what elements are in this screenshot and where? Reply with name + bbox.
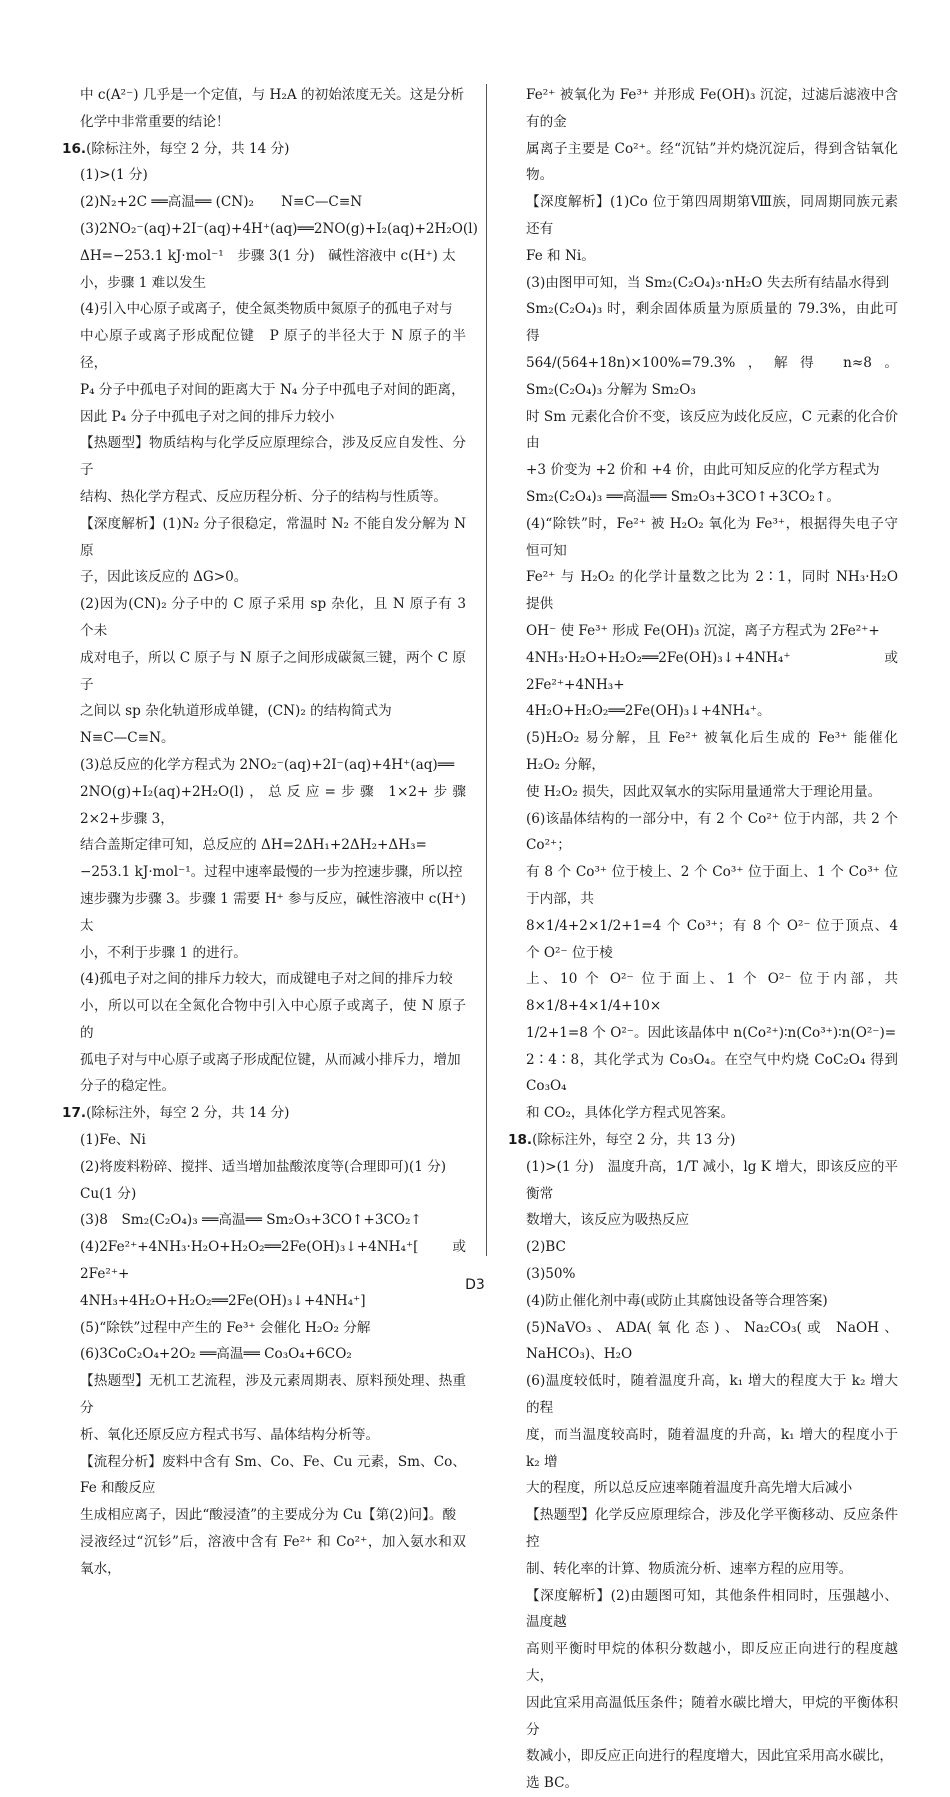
text-line: 1/2+1=8 个 O²⁻。因此该晶体中 n(Co²⁺)∶n(Co³⁺)∶n(O²⁻)= (526, 1024, 897, 1041)
line-text: 分子的稳定性。 (80, 1078, 176, 1095)
text-line (62, 1154, 466, 1181)
line-text: 2NO(g)+I₂(aq)+2H₂O(l)，总反应=步骤 1×2+步骤 2×2+步骤 3， (80, 783, 466, 827)
question-header (62, 1100, 466, 1127)
line-text: 子，因此该反应的 ΔG>0。 (80, 569, 248, 586)
text-line: 大的程度，所以总反应速率随着温度升高先增大后减小 (526, 1480, 853, 1497)
line-text: 中心原子或离子形成配位键 P 原子的半径大于 N 原子的半径， (80, 328, 466, 371)
text-line (62, 645, 466, 699)
text-line: 因此宜采用高温低压条件；随着水碳比增大，甲烷的平衡体积分 (526, 1694, 898, 1738)
line-text: 结合盖斯定律可知，总反应的 ΔH=2ΔH₁+2ΔH₂+ΔH₃= (80, 837, 427, 854)
text-line (62, 1341, 466, 1368)
text-line (62, 109, 466, 136)
text-line (62, 243, 466, 270)
line-text: (除标注外，每空 2 分，共 13 分) (532, 1132, 736, 1149)
text-line (62, 189, 466, 216)
line-text: (2)将废料粉碎、搅拌、适当增加盐酸浓度等(合理即可)(1 分) (80, 1158, 447, 1175)
text-line: Fe²⁺ 与 H₂O₂ 的化学计量数之比为 2∶1，同时 NH₃·H₂O 提供 (526, 569, 898, 613)
line-text: 【热题型】无机工艺流程，涉及元素周期表、原料预处理、热重分 (80, 1373, 466, 1417)
line-text: (3)2NO₂⁻(aq)+2I⁻(aq)+4H⁺(aq)══2NO(g)+I₂(aq)+2H₂O(l) (80, 220, 478, 237)
question-header (508, 1127, 898, 1154)
question-number: 16. (62, 140, 87, 157)
question-header (62, 136, 466, 163)
line-text: 中 c(A²⁻) 几乎是一个定值，与 H₂A 的初始浓度无关。这是分析 (80, 87, 465, 103)
line-text: 小，步骤 1 难以发生 (80, 274, 207, 291)
text-line (62, 1368, 466, 1422)
text-line (62, 779, 466, 833)
text-line (62, 82, 466, 109)
text-line: 高则平衡时甲烷的体积分数越小，即反应正向进行的程度越大， (526, 1641, 898, 1685)
text-line: 【深度解析】(2)由题图可知，其他条件相同时，压强越小、温度越 (526, 1587, 898, 1631)
text-line: 4NH₃·H₂O+H₂O₂══2Fe(OH)₃↓+4NH₄⁺ 或 2Fe²⁺+4NH₃+ (526, 649, 898, 693)
line-text: (5)“除铁”过程中产生的 Fe³⁺ 会催化 H₂O₂ 分解 (80, 1319, 371, 1336)
text-line: (3)50% (526, 1266, 576, 1283)
text-line (62, 270, 466, 297)
text-line (62, 162, 466, 189)
line-text: (3)总反应的化学方程式为 2NO₂⁻(aq)+2I⁻(aq)+4H⁺(aq)══ (80, 756, 455, 773)
question-number: 18. (508, 1132, 533, 1149)
line-text: (4)2Fe²⁺+4NH₃·H₂O+H₂O₂══2Fe(OH)₃↓+4NH₄⁺[或 2Fe²⁺+ (80, 1239, 466, 1283)
line-text: 孤电子对与中心原子或离子形成配位键，从而减小排斥力，增加 (80, 1051, 461, 1068)
text-line (62, 940, 466, 967)
text-line (62, 1315, 466, 1342)
text-line: (1)>(1 分) 温度升高，1/T 减小，lg K 增大，即该反应的平衡常 (526, 1158, 898, 1202)
text-line: 属离子主要是 Co²⁺。经“沉钴”并灼烧沉淀后，得到含钴氧化物。 (526, 140, 898, 184)
line-text: 小，不利于步骤 1 的进行。 (80, 944, 247, 961)
text-line: 选 BC。 (526, 1775, 579, 1792)
line-text: (除标注外，每空 2 分，共 14 分) (86, 140, 290, 157)
text-line (62, 377, 466, 404)
question-number: 17. (62, 1105, 87, 1122)
line-text: 【流程分析】废料中含有 Sm、Co、Fe、Cu 元素，Sm、Co、Fe 和酸反应 (80, 1453, 466, 1497)
text-line (62, 564, 466, 591)
line-text: 【深度解析】(1)N₂ 分子很稳定，常温时 N₂ 不能自发分解为 N 原 (80, 515, 466, 559)
text-line: 有 8 个 Co³⁺ 位于棱上、2 个 Co³⁺ 位于面上、1 个 Co³⁺ 位于内部，共 (526, 864, 898, 907)
text-line (62, 430, 466, 484)
line-text: 速步骤为步骤 3。步骤 1 需要 H⁺ 参与反应，碱性溶液中 c(H⁺) 太 (80, 890, 466, 934)
line-text: 生成相应离子，因此“酸浸渣”的主要成分为 Cu【第(2)问】。酸 (80, 1507, 457, 1524)
line-text: Cu(1 分) (80, 1185, 137, 1202)
text-line (62, 484, 466, 511)
line-text: (1)Fe、Ni (80, 1132, 146, 1149)
line-text: 浸液经过“沉钐”后，溶液中含有 Fe²⁺ 和 Co²⁺，加入氨水和双氧水， (80, 1534, 466, 1577)
line-text: (2)因为(CN)₂ 分子中的 C 原子采用 sp 杂化，且 N 原子有 3 个未 (80, 596, 466, 639)
text-line: OH⁻ 使 Fe³⁺ 形成 Fe(OH)₃ 沉淀，离子方程式为 2Fe²⁺+ (526, 622, 880, 639)
text-line: 数增大，该反应为吸热反应 (526, 1212, 690, 1229)
text-line (62, 698, 466, 725)
text-line (62, 966, 466, 993)
text-line (62, 1207, 466, 1234)
text-line: 4H₂O+H₂O₂══2Fe(OH)₃↓+4NH₄⁺。 (526, 703, 771, 720)
text-line: 2∶4∶8，其化学式为 Co₃O₄。在空气中灼烧 CoC₂O₄ 得到 Co₃O₄ (526, 1051, 898, 1095)
text-line: 【热题型】化学反应原理综合，涉及化学平衡移动、反应条件控 (526, 1507, 898, 1551)
line-text: P₄ 分子中孤电子对间的距离大于 N₄ 分子中孤电子对间的距离， (80, 381, 465, 398)
text-line (62, 1181, 466, 1208)
text-line (62, 752, 466, 779)
text-line: Fe 和 Ni。 (526, 247, 595, 264)
text-line: 上、10 个 O²⁻ 位于面上、1 个 O²⁻ 位于内部，共 8×1/8+4×1/4+10× (526, 971, 898, 1015)
text-line (62, 404, 466, 431)
text-line: 度，而当温度较高时，随着温度的升高，k₁ 增大的程度小于 k₂ 增 (526, 1426, 898, 1470)
text-line: (3)由图甲可知，当 Sm₂(C₂O₄)₃·nH₂O 失去所有结晶水得到 (526, 274, 890, 291)
text-line: (5)H₂O₂ 易分解，且 Fe²⁺ 被氧化后生成的 Fe³⁺ 能催化 H₂O₂ 分解， (526, 730, 898, 773)
line-text: 化学中非常重要的结论！ (80, 113, 230, 130)
text-line: (4)“除铁”时，Fe²⁺ 被 H₂O₂ 氧化为 Fe³⁺，根据得失电子守恒可知 (526, 515, 898, 559)
line-text: 因此 P₄ 分子中孤电子对之间的排斥力较小 (80, 408, 335, 425)
line-text: (3)8 Sm₂(C₂O₄)₃ ══高温══ Sm₂O₃+3CO↑+3CO₂↑ (80, 1212, 422, 1229)
line-text: −253.1 kJ·mol⁻¹。过程中速率最慢的一步为控速步骤，所以控 (80, 864, 463, 881)
page-number: D3 (465, 1277, 485, 1293)
text-line: Fe²⁺ 被氧化为 Fe³⁺ 并形成 Fe(OH)₃ 沉淀，过滤后滤液中含有的金 (526, 87, 898, 130)
text-line (62, 993, 466, 1047)
text-line (62, 859, 466, 886)
line-text: 小，所以可以在全氮化合物中引入中心原子或离子，使 N 原子的 (80, 998, 466, 1041)
text-line (62, 591, 466, 645)
text-line: 使 H₂O₂ 损失，因此双氧水的实际用量通常大于理论用量。 (526, 783, 882, 800)
text-line (62, 725, 466, 752)
text-line (62, 511, 466, 565)
line-text: (4)孤电子对之间的排斥力较大，而成键电子对之间的排斥力较 (80, 971, 453, 988)
line-text: (除标注外，每空 2 分，共 14 分) (86, 1105, 290, 1122)
text-line: (6)该晶体结构的一部分中，有 2 个 Co²⁺ 位于内部，共 2 个 Co²⁺； (526, 810, 898, 854)
text-line (62, 216, 478, 243)
line-text: 结构、热化学方程式、反应历程分析、分子的结构与性质等。 (80, 488, 448, 505)
text-line (62, 1073, 466, 1100)
text-line: (6)温度较低时，随着温度升高，k₁ 增大的程度大于 k₂ 增大的程 (526, 1373, 898, 1417)
text-line: 数减小，即反应正向进行的程度增大，因此宜采用高水碳比， (526, 1748, 894, 1765)
line-text: 【热题型】物质结构与化学反应原理综合，涉及反应自发性、分子 (80, 435, 466, 479)
line-text: (4)引入中心原子或离子，使全氮类物质中氮原子的孤电子对与 (80, 301, 453, 318)
text-line (62, 296, 466, 323)
text-line: +3 价变为 +2 价和 +4 价，由此可知反应的化学方程式为 (526, 462, 880, 479)
line-text: ΔH=−253.1 kJ·mol⁻¹ 步骤 3(1 分) 碱性溶液中 c(H⁺) 太 (80, 247, 456, 264)
line-text: (2)N₂+2C ══高温══ (CN)₂ N≡C—C≡N (80, 194, 363, 211)
text-line: 564/(564+18n)×100%=79.3%，解得 n≈8。Sm₂(C₂O₄)₃ 分解为 Sm₂O₃ (526, 354, 898, 398)
text-line (62, 1449, 466, 1503)
text-line: 时 Sm 元素化合价不变，该反应为歧化反应，C 元素的化合价由 (526, 408, 898, 452)
line-text: 4NH₃+4H₂O+H₂O₂══2Fe(OH)₃↓+4NH₄⁺] (80, 1292, 366, 1309)
text-line (62, 1047, 466, 1074)
line-text: 析、氧化还原反应方程式书写、晶体结构分析等。 (80, 1426, 380, 1443)
line-text: 成对电子，所以 C 原子与 N 原子之间形成碳氮三键，两个 C 原子 (80, 649, 466, 693)
text-line: 和 CO₂，具体化学方程式见答案。 (526, 1105, 735, 1122)
text-line: Sm₂(C₂O₄)₃ ══高温══ Sm₂O₃+3CO↑+3CO₂↑。 (526, 488, 840, 505)
text-line: (2)BC (526, 1239, 566, 1256)
text-line (62, 323, 466, 377)
column-divider (486, 84, 487, 1256)
text-line (62, 886, 466, 940)
text-line: (4)防止催化剂中毒(或防止其腐蚀设备等合理答案) (526, 1292, 828, 1309)
text-line: Sm₂(C₂O₄)₃ 时，剩余固体质量为原质量的 79.3%，由此可得 (526, 301, 898, 345)
line-text: (1)>(1 分) (80, 167, 148, 184)
line-text: N≡C—C≡N。 (80, 730, 175, 747)
text-line (62, 832, 466, 859)
text-line: 制、转化率的计算、物质流分析、速率方程的应用等。 (526, 1560, 853, 1577)
text-line (62, 1127, 466, 1154)
right-column (508, 82, 898, 1797)
text-line (62, 1529, 466, 1583)
text-line: 8×1/4+2×1/2+1=4 个 Co³⁺；有 8 个 O²⁻ 位于顶点、4 个 O²⁻ 位于棱 (526, 917, 898, 961)
line-text: (6)3CoC₂O₄+2O₂ ══高温══ Co₃O₄+6CO₂ (80, 1346, 352, 1363)
line-text: 之间以 sp 杂化轨道形成单键，(CN)₂ 的结构简式为 (80, 703, 392, 720)
text-line (62, 1502, 466, 1529)
text-line (62, 1422, 466, 1449)
text-line: 【深度解析】(1)Co 位于第四周期第Ⅷ族，同周期同族元素还有 (526, 194, 898, 237)
text-line: (5)NaVO₃、ADA(氧化态)、Na₂CO₃(或 NaOH、NaHCO₃)、H₂O (526, 1319, 898, 1363)
